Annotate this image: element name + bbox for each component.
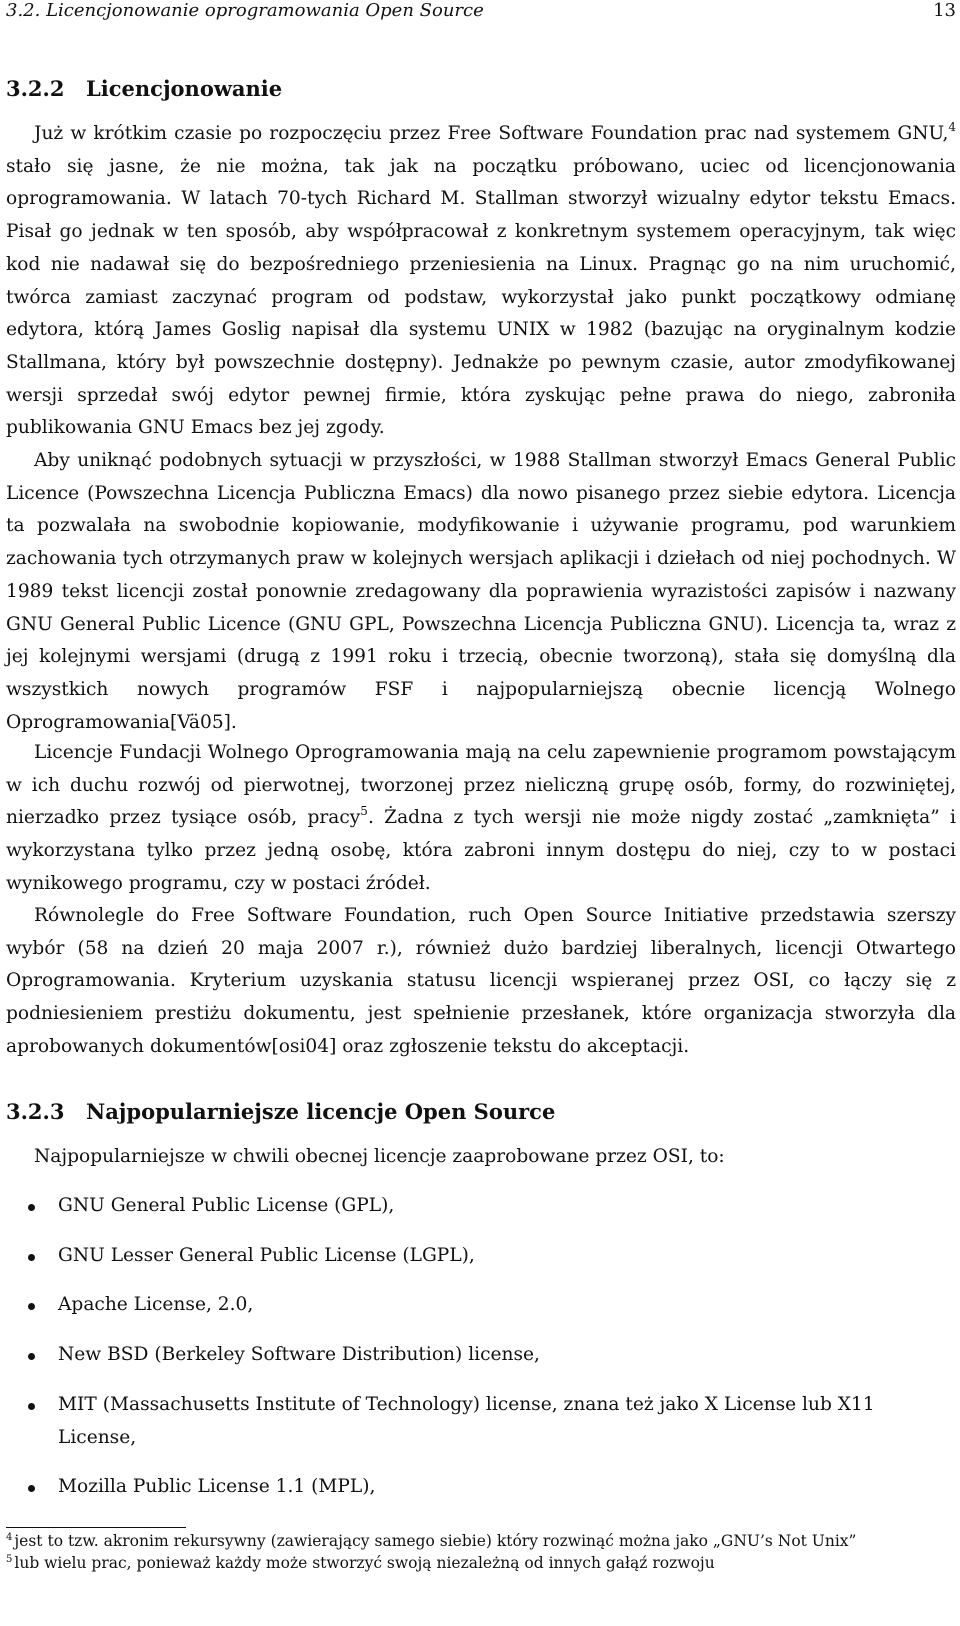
list-item-text: GNU Lesser General Public License (LGPL),: [58, 1244, 475, 1266]
section-title: Licencjonowanie: [86, 76, 283, 101]
section-title: Najpopularniejsze licencje Open Source: [86, 1099, 556, 1124]
list-item: [6, 1389, 956, 1454]
footnote-text: lub wielu prac, ponieważ każdy może stworzyć swoją niezależną od innych gałąź rozwoju: [14, 1554, 715, 1572]
list-item-text: New BSD (Berkeley Software Distribution) license,: [58, 1344, 540, 1366]
bullet-icon: [28, 1353, 35, 1360]
footnote-mark: 5: [6, 1554, 13, 1565]
list-item-text: MIT (Massachusetts Institute of Technology) license, znana też jako X License lub X11 License,: [58, 1393, 875, 1448]
list-item: [6, 1289, 956, 1322]
paragraph-4-text: Równolegle do Free Software Foundation, ruch Open Source Initiative przedstawia szerszy wybór (58 na dzień 20 maja 2007 r.), również dużo bardziej liberalnych, licencji Otwartego Oprogramowania. Kryterium uzyskania statusu licencji wspieranej przez OSI, co łączy się z podniesieniem prestiżu dokumentu, jest spełnienie przesłanek, które organizacja stworzyła dla aprobowanych dokumentów[osi04] oraz zgłoszenie tekstu do akceptacji.: [6, 905, 956, 1057]
paragraph-3: [6, 737, 956, 901]
paragraph-intro-text: Najpopularniejsze w chwili obecnej licencje zaaprobowane przez OSI, to:: [34, 1146, 725, 1167]
section-heading-licencjonowanie: [6, 76, 282, 102]
list-item: [6, 1471, 956, 1504]
section-number: 3.2.3: [6, 1099, 65, 1124]
bullet-icon: [28, 1303, 35, 1310]
footnote-ref-5: 5: [360, 804, 368, 819]
running-header-title: 3.2. Licencjonowanie oprogramowania Open Source: [6, 0, 484, 21]
footnote-mark: 4: [6, 1532, 13, 1543]
footnote-ref-4: 4: [948, 120, 956, 134]
list-item: [6, 1190, 956, 1223]
list-item-text: Mozilla Public License 1.1 (MPL),: [58, 1476, 376, 1498]
paragraph-1-text-a: Już w krótkim czasie po rozpoczęciu przez Free Software Foundation prac nad systemem GNU,: [34, 123, 949, 144]
paragraph-3-text-b: . Żadna z tych wersji nie może nigdy zostać „zamknięta” i wykorzystana tylko przez jedną osobę, która zabroni innym dostępu do niej, czy to w postaci wynikowego programu, czy w postaci źródeł.: [6, 807, 956, 894]
license-list: [6, 1190, 956, 1521]
footnote-text: jest to tzw. akronim rekursywny (zawierający samego siebie) który rozwinąć można jako „GNU’s Not Unix”: [14, 1532, 857, 1550]
paragraph-2-text: Aby uniknąć podobnych sytuacji w przyszłości, w 1988 Stallman stworzył Emacs General Public Licence (Powszechna Licencja Publiczna Emacs) dla nowo pisanego przez siebie edytora. Licencja ta pozwalała na swobodnie kopiowanie, modyfikowanie i używanie programu, pod warunkiem zachowania tych otrzymanych praw w kolejnych wersjach aplikacji i dziełach od niej pochodnych. W 1989 tekst licencji został ponownie zredagowany dla poprawienia wyrazistości zapisów i nazwany GNU General Public Licence (GNU GPL, Powszechna Licencja Publiczna GNU). Licencja ta, wraz z jej kolejnymi wersjami (drugą z 1991 roku i trzecią, obecnie tworzoną), stała się domyślną dla wszystkich nowych programów FSF i najpopularniejszą obecnie licencją Wolnego Oprogramowania[Vä05].: [6, 450, 956, 733]
paragraph-intro: [6, 1141, 956, 1174]
footnotes: [6, 1530, 956, 1574]
paragraph-3-text-a: Licencje Fundacji Wolnego Oprogramowania mają na celu zapewnienie programom powstającym w ich duchu rozwój od pierwotnej, tworzonej przez nieliczną grupę osób, formy, do rozwiniętej, nierzadko przez tysiące osób, pracy: [6, 742, 956, 829]
section-heading-najpopularniejsze: [6, 1099, 555, 1125]
bullet-icon: [28, 1254, 35, 1261]
running-header: [6, 0, 956, 26]
list-item-text: GNU General Public License (GPL),: [58, 1195, 395, 1216]
paragraph-4: [6, 900, 956, 1064]
list-item: [6, 1339, 956, 1372]
footnote-divider: [6, 1527, 186, 1528]
paragraph-1: [6, 118, 956, 445]
list-item-text: Apache License, 2.0,: [58, 1294, 254, 1316]
paragraph-2: [6, 445, 956, 739]
section-number: 3.2.2: [6, 76, 65, 101]
paragraph-1-text-b: stało się jasne, że nie można, tak jak na początku próbowano, uciec od licencjonowania oprogramowania. W latach 70-tych Richard M. Stallman stworzył wizualny edytor tekstu Emacs. Pisał go jednak w ten sposób, aby współpracował z konkretnym systemem operacyjnym, tak więc kod nie nadawał się do bezpośredniego przeniesienia na Linux. Pragnąc go na nim uruchomić, twórca zamiast zaczynać program od podstaw, wykorzystał jako punkt początkowy odmianę edytora, którą James Goslig napisał dla systemu UNIX w 1982 (bazując na oryginalnym kodzie Stallmana, który był powszechnie dostępny). Jednakże po pewnym czasie, autor zmodyfikowanej wersji sprzedał swój edytor pewnej firmie, która zyskując pełne prawa do niego, zabroniła publikowania GNU Emacs bez jej zgody.: [6, 155, 956, 439]
bullet-icon: [28, 1403, 35, 1410]
page-number: 13: [933, 0, 956, 21]
footnote-5: [6, 1552, 956, 1574]
footnote-4: [6, 1530, 956, 1552]
bullet-icon: [28, 1485, 35, 1492]
list-item: [6, 1240, 956, 1273]
bullet-icon: [28, 1204, 35, 1211]
